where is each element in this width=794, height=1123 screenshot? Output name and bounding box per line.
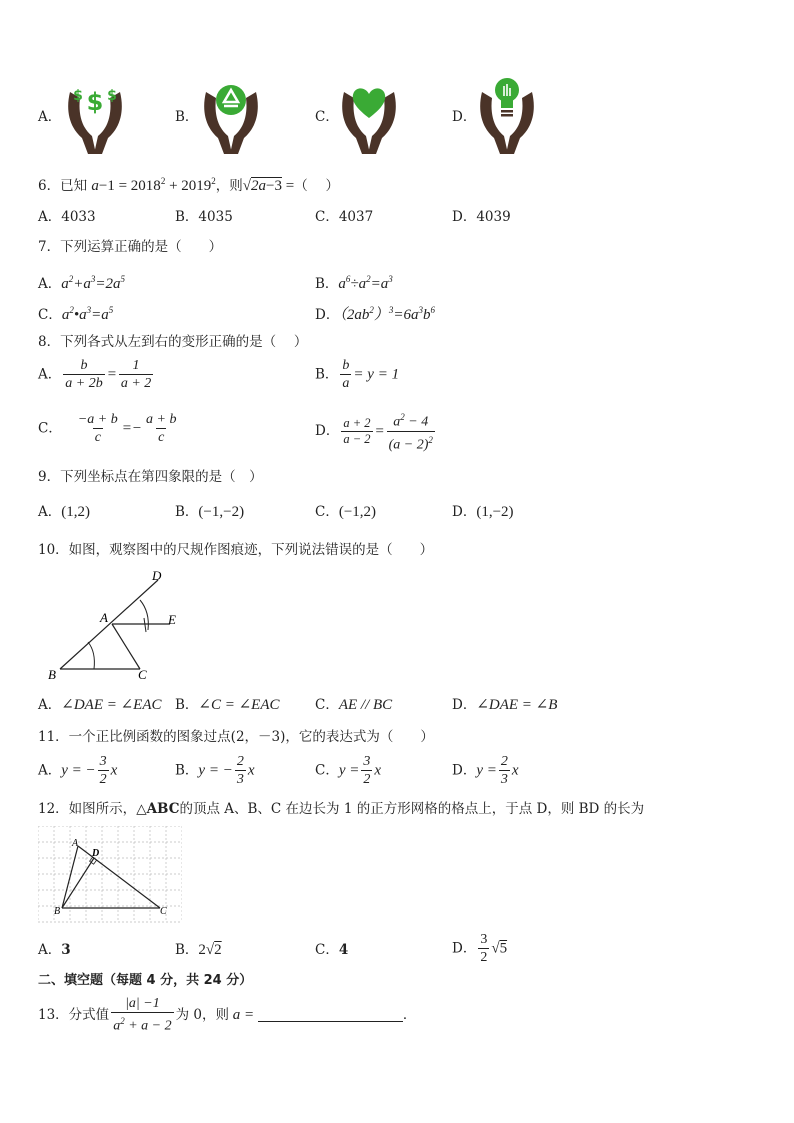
q11-option-c: y = $\frac{3}{2}$ x xyxy=(338,754,382,787)
q13-mid: 为 0，则 xyxy=(175,1006,229,1023)
q9-option-d-label: D． xyxy=(452,504,477,520)
q7-option-b-label: B． xyxy=(315,276,339,292)
q7-option-d-label: D． xyxy=(315,307,340,323)
q11-option-b: y = − $\frac{2}{3}$ x xyxy=(198,754,255,787)
q10-option-b: ∠C = ∠EAC xyxy=(198,697,280,713)
q6-stem-mid: ，则 xyxy=(215,178,243,194)
q9-option-c-label: C． xyxy=(315,504,339,520)
q8-option-b: $\frac{b}{a}$ = y = 1 xyxy=(342,358,400,391)
q8-option-b-label: B． xyxy=(315,366,339,383)
q6-option-c: 4037 xyxy=(338,209,374,225)
section-2-title: 二、填空题（每题 4 分，共 24 分） xyxy=(38,973,253,988)
q10-stem: 10．如图，观察图中的尺规作图痕迹，下列说法错误的是（ ） xyxy=(38,542,434,558)
recycle-hands-icon xyxy=(200,80,262,156)
q9-option-d: (1,−2) xyxy=(476,504,514,520)
q12-stem-pre: 12．如图所示， xyxy=(38,801,137,817)
q6-option-a: 4033 xyxy=(61,209,96,225)
q6-equation: a xyxy=(91,178,99,194)
q10-construction-figure xyxy=(44,566,194,684)
q9-option-b: (−1,−2) xyxy=(198,504,245,520)
q6-option-b-label: B． xyxy=(175,209,199,225)
q8-stem: 8．下列各式从左到右的变形正确的是（ ） xyxy=(38,334,308,350)
q11-stem: 11．一个正比例函数的图象过点(2，－3)，它的表达式为（ ） xyxy=(38,729,434,745)
q7-option-c-label: C． xyxy=(38,307,62,323)
q5-option-d-label: D． xyxy=(452,109,477,125)
svg-text:$: $ xyxy=(86,88,104,116)
q10-point-b: B xyxy=(48,667,56,682)
q9-option-c: (−1,2) xyxy=(338,504,377,520)
q10-option-c: AE // BC xyxy=(338,697,393,713)
q5-option-c-label: C． xyxy=(315,109,339,125)
q7-option-a-label: A． xyxy=(38,276,62,292)
q10-point-a: A xyxy=(100,610,108,625)
svg-text:$: $ xyxy=(73,88,83,104)
q6-paren: （ ） xyxy=(294,178,339,194)
q12-stem-post: 的顶点 A、B、C 在边长为 1 的正方形网格的格点上，于点 D，则 BD 的长为 xyxy=(179,801,645,817)
q12-point-a: A xyxy=(72,838,79,849)
q9-option-a-label: A． xyxy=(38,504,62,520)
q6-radical: √2a−3 = xyxy=(242,178,295,194)
q10-option-a: ∠DAE = ∠EAC xyxy=(61,697,162,713)
q8-option-c: $\frac{-a + b}{c}$ =− $\frac{a + b}{c}$ xyxy=(77,412,177,445)
q12-option-b-label: B． xyxy=(175,942,199,958)
q13-pre: 13．分式值 xyxy=(38,1006,110,1023)
q10-point-d: D xyxy=(152,568,162,583)
q12-option-d: $\frac{3}{2}$ √5 xyxy=(480,932,508,965)
q7-option-a: $a^2+a^3=2a^5$ xyxy=(61,274,125,292)
q13-fraction: $\frac{|a| -1}{a^2 + a - 2}$ xyxy=(113,996,172,1034)
q6-option-d-label: D． xyxy=(452,209,477,225)
q6-option-a-label: A． xyxy=(38,209,62,225)
q10-option-a-label: A． xyxy=(38,697,62,713)
q6-option-d: 4039 xyxy=(476,209,511,225)
heart-hands-icon xyxy=(338,80,400,156)
q8-option-c-label: C． xyxy=(38,420,62,437)
q12-option-b: 2√2 xyxy=(198,942,222,958)
q12-point-b: B xyxy=(54,906,61,917)
q12-option-c: 4 xyxy=(338,942,349,958)
q10-option-c-label: C． xyxy=(315,697,339,713)
q6-number: 6． xyxy=(38,178,61,194)
q8-option-d: $\frac{a + 2}{a - 2}$ = $\frac{a^2 - 4}{(a - 2)^2}$ xyxy=(343,412,433,453)
q9-option-b-label: B． xyxy=(175,504,199,520)
q8-option-a: $\frac{b}{a + 2b}$ = $\frac{1}{a + 2}$ xyxy=(65,358,152,391)
q5-option-a-label: A． xyxy=(38,109,62,125)
q7-option-b: $a^6\div a^2=a^3$ xyxy=(338,274,393,292)
q13-answer-blank[interactable] xyxy=(258,1007,403,1022)
q6-stem-pre: 已知 xyxy=(60,178,88,194)
q11-option-c-label: C． xyxy=(315,762,339,779)
question-13 xyxy=(38,996,416,1034)
q10-option-d: ∠DAE = ∠B xyxy=(476,697,558,713)
svg-text:$: $ xyxy=(107,88,117,104)
q12-option-d-label: D． xyxy=(452,940,477,957)
q12-option-c-label: C． xyxy=(315,942,339,958)
lightbulb-hands-icon xyxy=(476,76,538,156)
q11-option-a: y = − $\frac{3}{2}$ x xyxy=(61,754,118,787)
q11-option-d: y = $\frac{2}{3}$ x xyxy=(476,754,519,787)
dollar-sign-hands-icon xyxy=(64,80,126,156)
q12-option-a-label: A． xyxy=(38,942,62,958)
q9-option-a: (1,2) xyxy=(61,504,90,520)
q12-grid-figure xyxy=(38,826,182,926)
q11-option-a-label: A． xyxy=(38,762,62,779)
q12-point-c: C xyxy=(160,906,167,917)
q10-option-b-label: B． xyxy=(175,697,199,713)
q11-option-d-label: D． xyxy=(452,762,477,779)
q12-point-d: D xyxy=(92,848,100,859)
q6-option-c-label: C． xyxy=(315,209,339,225)
q6-option-b: 4035 xyxy=(198,209,233,225)
q9-stem: 9．下列坐标点在第四象限的是（ ） xyxy=(38,469,263,485)
q8-option-d-label: D． xyxy=(315,423,340,440)
q12-stem-triangle: △ABC xyxy=(136,801,180,817)
q8-option-a-label: A． xyxy=(38,366,62,383)
q7-option-d: $(2ab^2)^3=6a^3b^6$ xyxy=(339,305,435,323)
q13-variable: a = xyxy=(228,1006,258,1023)
q10-point-e: E xyxy=(168,612,176,627)
q13-post: ． xyxy=(402,1006,417,1023)
q10-option-d-label: D． xyxy=(452,697,477,713)
q5-option-b-label: B． xyxy=(175,109,199,125)
q7-option-c: $a^2•a^3=a^5$ xyxy=(61,305,114,323)
q7-stem: 7．下列运算正确的是（ ） xyxy=(38,239,223,255)
q10-point-c: C xyxy=(138,667,147,682)
q11-option-b-label: B． xyxy=(175,762,199,779)
q12-option-a: 3 xyxy=(61,942,71,958)
